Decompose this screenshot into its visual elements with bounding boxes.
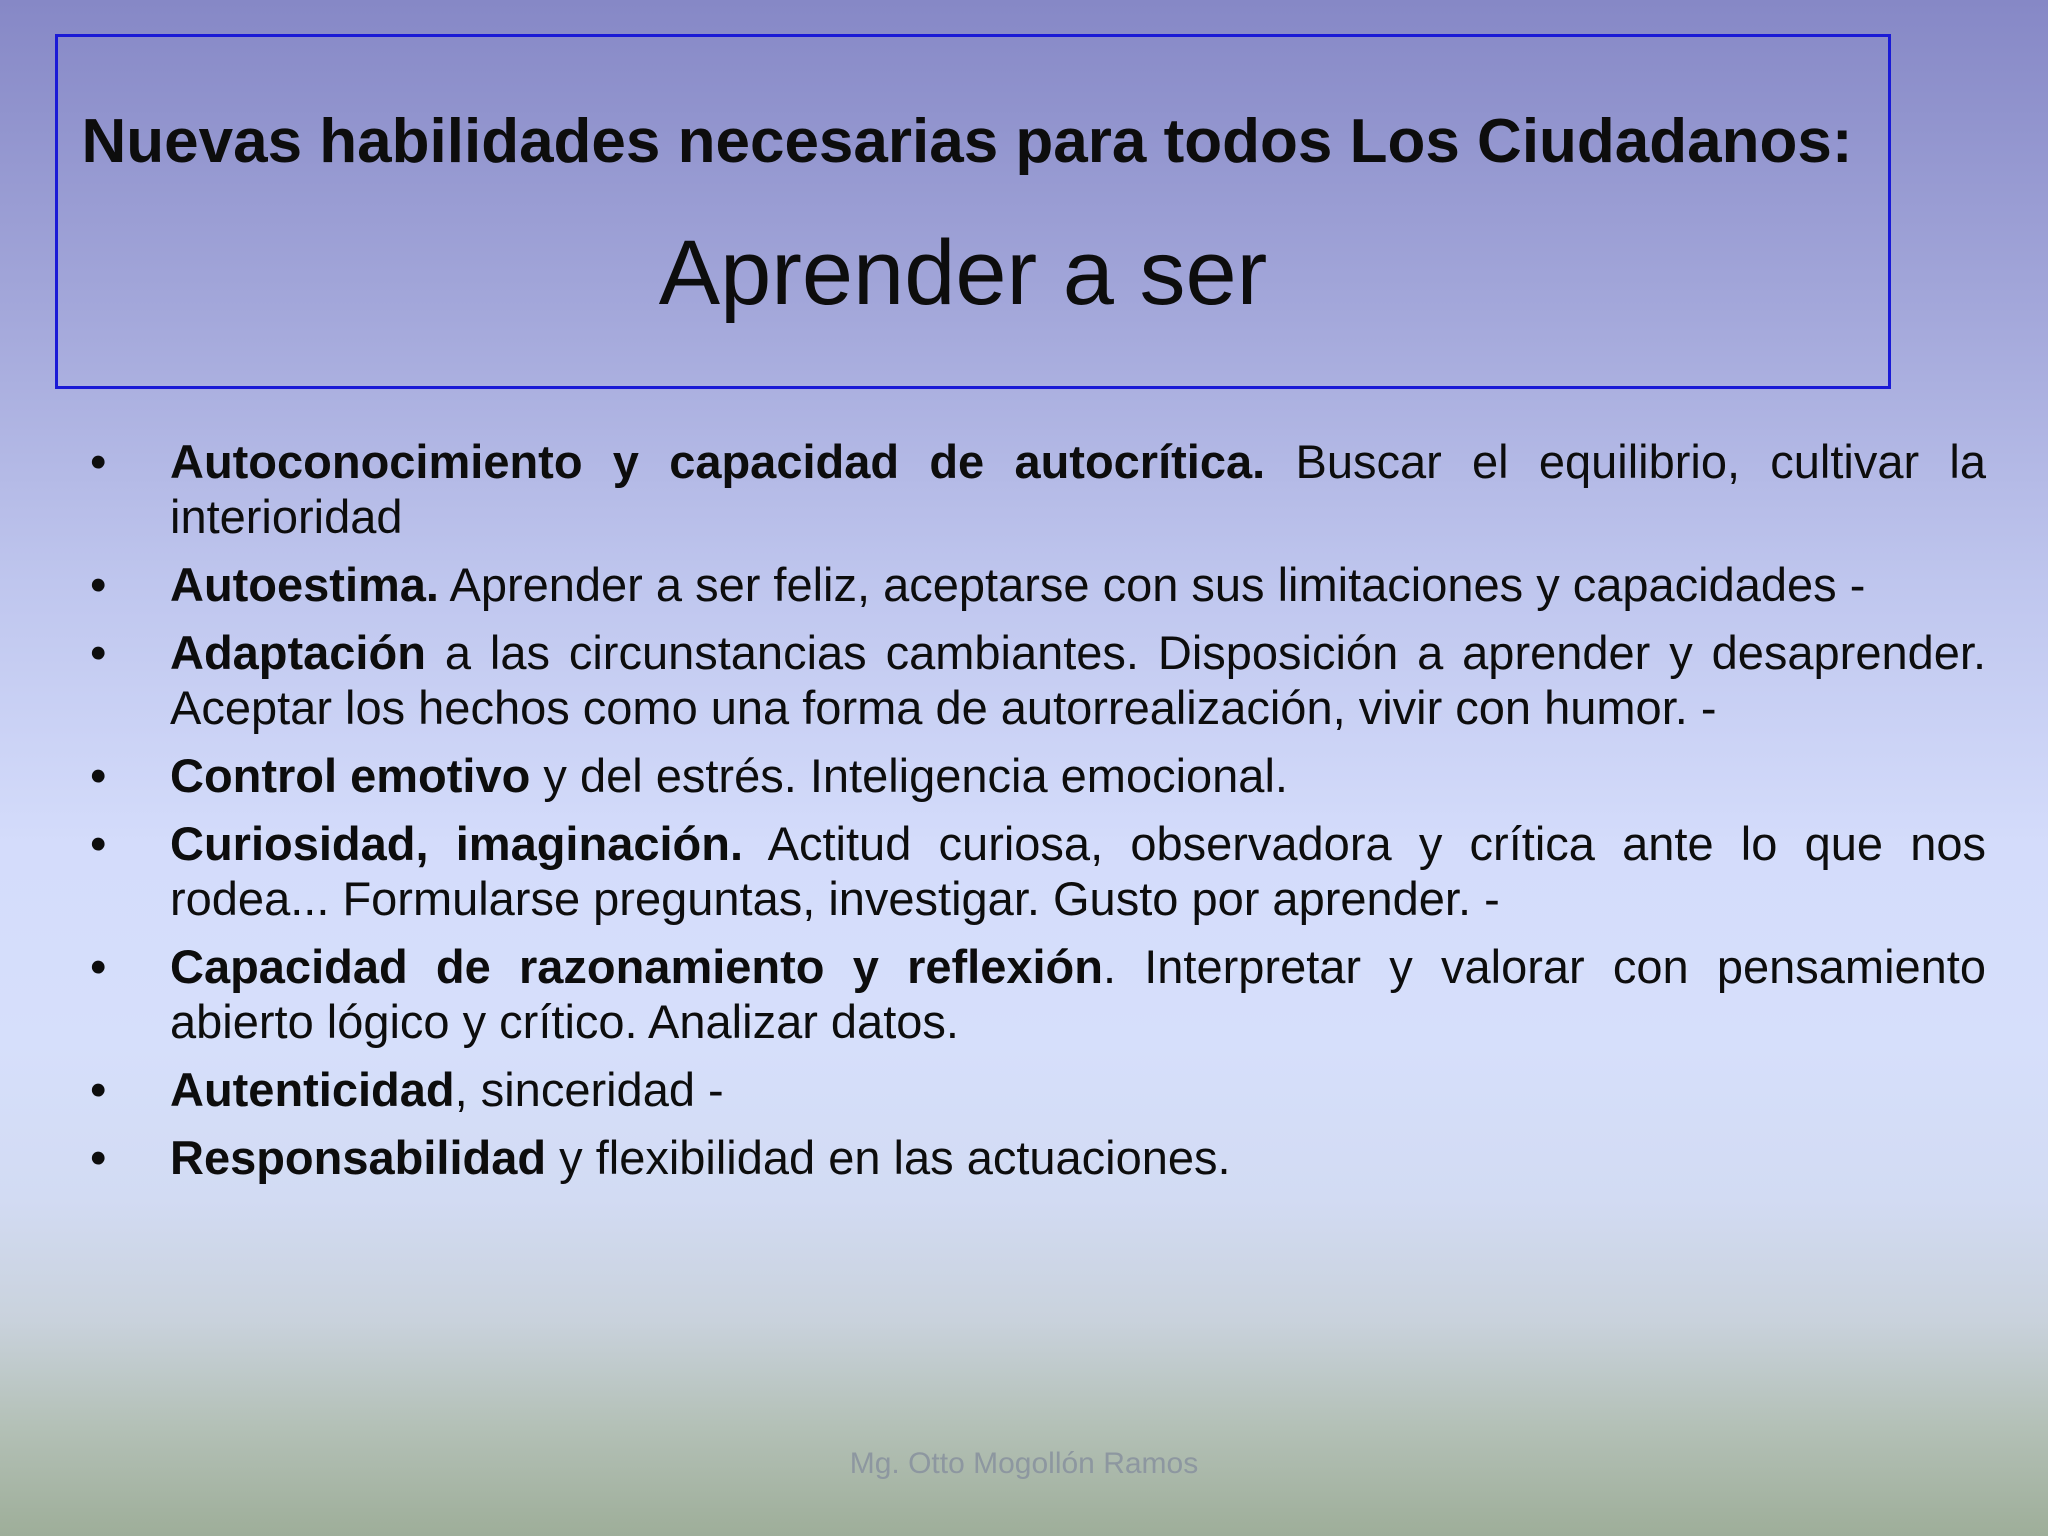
bullet-term: Autenticidad [170,1063,455,1116]
list-item [90,557,1986,612]
bullet-term: Capacidad de razonamiento y reflexión [170,940,1103,993]
footer-author: Mg. Otto Mogollón Ramos [849,1447,1199,1480]
bullet-text: a las circunstancias cambiantes. Disposición a aprender y desaprender. Aceptar los hechos como una forma de autorrealización, vivir con humor. - [170,626,1986,734]
list-item [90,1062,1986,1117]
bullet-icon: • [90,749,107,802]
list-item [90,816,1986,926]
bullet-icon: • [90,817,107,870]
bullet-icon: • [90,1131,107,1184]
slide-subtitle: Nuevas habilidades necesarias para todos Los Ciudadanos: [81,107,1853,176]
title-frame [55,34,1891,389]
bullet-text: y flexibilidad en las actuaciones. [546,1131,1231,1184]
list-item [90,625,1986,735]
bullet-term: Control emotivo [170,749,531,802]
list-item [90,1130,1986,1185]
bullet-term: Autoconocimiento y capacidad de autocrítica. [170,435,1266,488]
list-item [90,434,1986,544]
bullet-term: Responsabilidad [170,1131,547,1184]
bullet-text: Buscar el equilibrio, cultivar la interioridad [170,435,1986,543]
bullet-icon: • [90,435,107,488]
bullet-text: , sinceridad - [454,1063,724,1116]
bullet-text: y del estrés. Inteligencia emocional. [530,749,1288,802]
list-item [90,939,1986,1049]
bullet-term: Adaptación [170,626,426,679]
bullet-icon: • [90,626,107,679]
bullet-icon: • [90,558,107,611]
bullet-icon: • [90,940,107,993]
bullet-text: Aprender a ser feliz, aceptarse con sus limitaciones y capacidades - [439,558,1866,611]
bullet-list [90,434,1986,1198]
list-item [90,748,1986,803]
bullet-term: Curiosidad, imaginación. [170,817,744,870]
bullet-term: Autoestima. [170,558,439,611]
bullet-icon: • [90,1063,107,1116]
bullet-text: . Interpretar y valorar con pensamiento abierto lógico y crítico. Analizar datos. [170,940,1986,1048]
slide-title: Aprender a ser [658,222,1268,324]
bullet-text: Actitud curiosa, observadora y crítica ante lo que nos rodea... Formularse preguntas, investigar. Gusto por aprender. - [170,817,1987,925]
